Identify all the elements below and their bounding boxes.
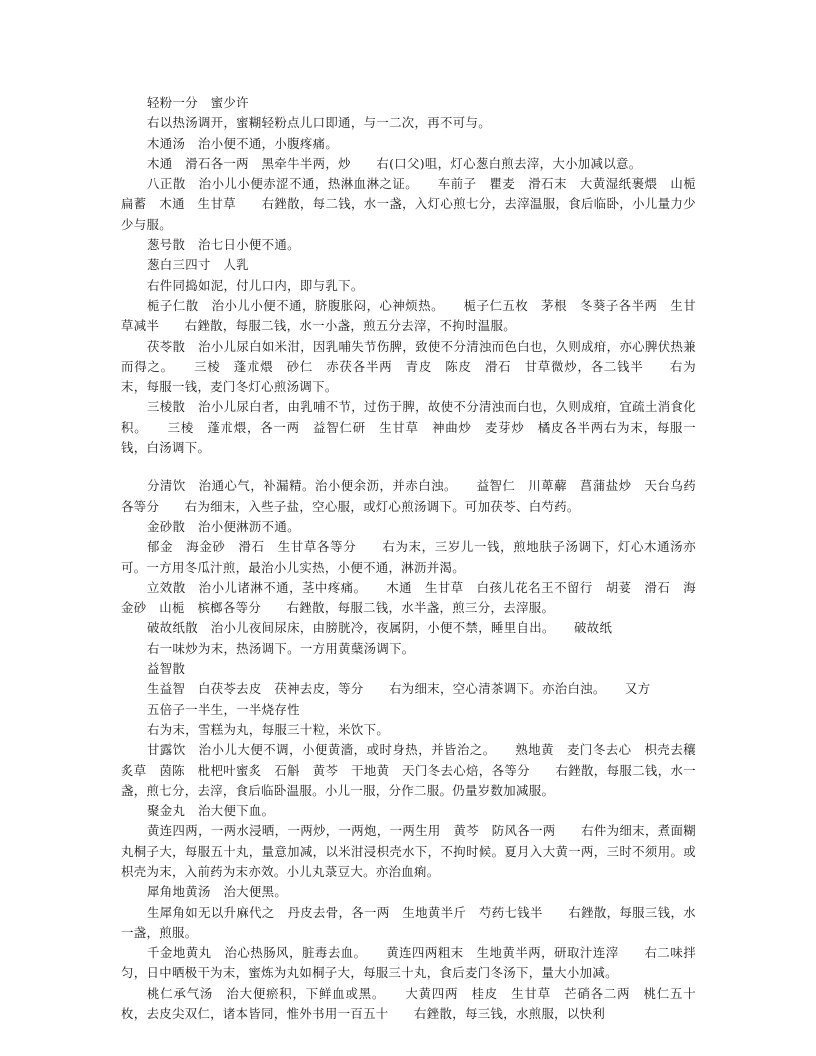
formula-sanleng-san: 三棱散 治小儿尿白者，由乳哺不节，过伤于脾，故使不分清浊而白也，久则成疳，宜疏土消食化积。 三棱 蓬朮煨，各一两 益智仁研 生甘草 神曲炒 麦芽炒 橘皮各半两右为末，每服一钱，白汤调下。 xyxy=(121,399,696,456)
formula-title-yizhi-san: 益智散 xyxy=(147,661,186,677)
formula-title-mutong-tang: 木通汤 治小便不通，小腹疼痛。 xyxy=(147,135,339,151)
formula-title-jinsha-san: 金砂散 治小便淋沥不通。 xyxy=(147,518,300,534)
formula-title-xijiao-dihuang-tang: 犀角地黄汤 治大便黑。 xyxy=(147,884,288,900)
formula-fuling-san: 茯苓散 治小儿尿白如米泔，因乳哺失节伤脾，致使不分清浊而色白也，久则成疳，亦心脾伏热兼而得之。 三棱 蓬朮煨 砂仁 赤茯各半两 青皮 陈皮 滑石 甘草微炒，各二钱半 右为末，每服一钱，麦门冬灯心煎汤调下。 xyxy=(121,338,696,395)
blank-line xyxy=(121,458,696,476)
instruction-line-qingfen: 右以热汤调开，蜜糊轻粉点儿口即通，与一二次，再不可与。 xyxy=(147,115,491,131)
formula-body-jinsha-san: 郁金 海金砂 滑石 生甘草各等分 右为末，三岁儿一钱，煎地肤子汤调下，灯心木通汤亦可。一方用冬瓜汁煎，最治小儿实热，小便不通，淋沥并渴。 xyxy=(121,539,696,575)
formula-ganlu-yin: 甘露饮 治小儿大便不调，小便黄濇，或时身热，并皆治之。 熟地黄 麦门冬去心 枳壳去穰 炙草 茵陈 枇杷叶蜜炙 石斛 黄芩 干地黄 天门冬去心焙，各等分 右銼散，每服二钱，水一盏，煎七分，去滓，食后临卧温服。小儿一服，分作二服。仍量岁数加减服。 xyxy=(121,742,709,798)
formula-taoren-chengqi-tang: 桃仁承气汤 治大便瘀积，下鲜血或黑。 大黄四两 桂皮 生甘草 芒硝各二两 桃仁五十枚，去皮尖双仁，诸本皆同，惟外书用一百五十 右銼散，每三钱，水煎服，以快利 xyxy=(121,985,696,1022)
instruction-line-wubeizi: 右为末，雪糕为丸，每服三十粒，米饮下。 xyxy=(147,721,390,737)
formula-title-poguzhi-san: 破故纸散 治小儿夜间尿床，由膀胱冷，夜属阴，小便不禁，睡里自出。 破故纸 xyxy=(147,620,613,636)
formula-body-poguzhi-san: 右一味炒为末，热汤调下。一方用黄蘖汤调下。 xyxy=(147,640,415,656)
formula-body-jujin-wan: 黄连四两，一两水浸晒，一两炒，一两炮，一两生用 黄芩 防风各一两 右件为细末，煮面糊丸桐子大，每服五十丸，量意加减，以米泔浸枳壳水下，不拘时候。夏月入大黄一两，三时不须用。或枳壳为末，入前药为末亦效。小儿丸菉豆大。亦治血痢。 xyxy=(121,823,696,879)
formula-body-xijiao-dihuang-tang: 生犀角如无以升麻代之 丹皮去骨，各一两 生地黄半斤 芍药七钱半 右銼散，每服三钱，水一盏，煎服。 xyxy=(121,904,696,940)
formula-body-yizhi-san: 生益智 白茯苓去皮 茯神去皮，等分 右为细末，空心清茶调下。亦治白浊。 又方 xyxy=(147,681,651,697)
formula-body-mutong-tang: 木通 滑石各一两 黑牵牛半两，炒 右(口父)咀，灯心葱白煎去滓，大小加减以意。 xyxy=(147,155,642,171)
document-page xyxy=(121,93,709,1024)
formula-title-jujin-wan: 聚金丸 治大便下血。 xyxy=(147,803,275,819)
instruction-line-congbai: 右件同捣如泥，付儿口内，即与乳下。 xyxy=(147,277,364,293)
recipe-line-congbai: 葱白三四寸 人乳 xyxy=(147,257,249,273)
recipe-line-wubeizi: 五倍子一半生，一半烧存性 xyxy=(147,701,300,717)
formula-title-conghao-san: 葱号散 治七日小便不通。 xyxy=(147,237,300,253)
formula-lixiao-san: 立效散 治小儿诸淋不通，茎中疼痛。 木通 生甘草 白孩儿花名王不留行 胡荽 滑石 海金砂 山栀 槟榔各等分 右銼散，每服二钱，水半盏，煎三分，去滓服。 xyxy=(121,579,696,616)
formula-bazheng-san: 八正散 治小儿小便赤涩不通，热淋血淋之证。 车前子 瞿麦 滑石末 大黄湿纸裹煨 山栀 扁蓄 木通 生甘草 右銼散，每二钱，水一盏，入灯心煎七分，去滓温服，食后临卧，小儿量力少少与服。 xyxy=(121,176,709,232)
formula-zhiziren-san: 栀子仁散 治小儿小便不通，脐腹胀闷，心神烦热。 栀子仁五枚 茅根 冬葵子各半两 生甘草减半 右銼散，每服二钱，水一小盏，煎五分去滓，不拘时温服。 xyxy=(121,297,696,334)
formula-fenqing-yin: 分清饮 治通心气，补漏精。治小便余沥，并赤白浊。 益智仁 川萆薢 菖蒲盐炒 天台乌药各等分 右为细末，入些子盐，空心服，或灯心煎汤调下。可加茯苓、白芍药。 xyxy=(121,478,696,514)
recipe-line-qingfen: 轻粉一分 蜜少许 xyxy=(147,95,249,110)
formula-qianjin-dihuang-wan: 千金地黄丸 治心热肠风，脏毒去血。 黄连四两粗末 生地黄半两，研取汁连滓 右二味拌匀，日中晒极干为末，蜜炼为丸如桐子大，每服三十丸，食后麦门冬汤下，量大小加减。 xyxy=(121,945,696,981)
